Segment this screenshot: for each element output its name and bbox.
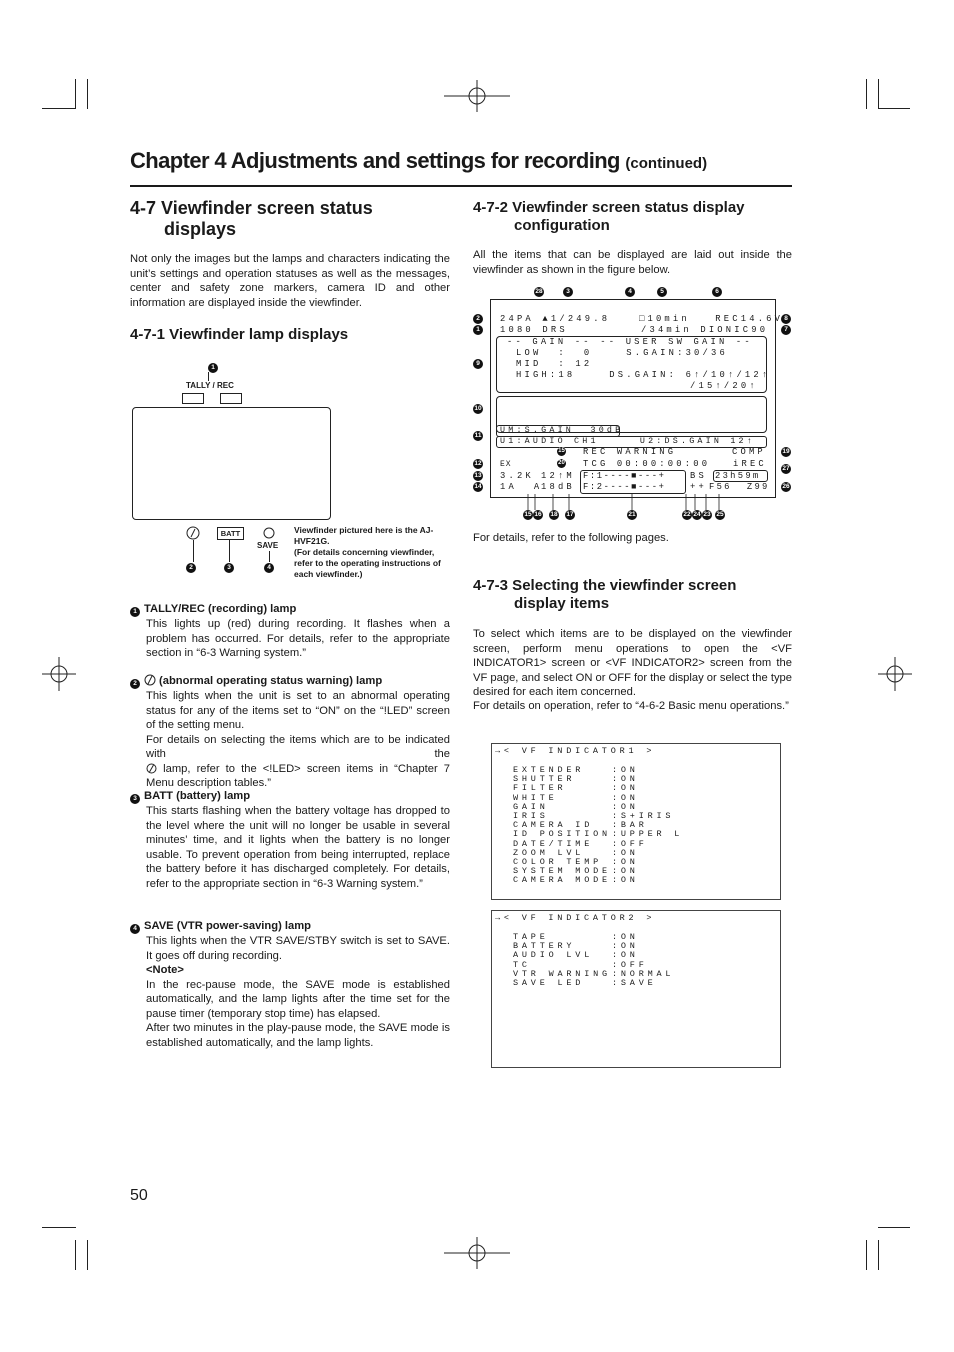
menu-item-label: VTR WARNING [513,968,611,979]
callout-14: 14 [474,483,482,490]
page-number: 50 [130,1187,148,1204]
menu-item-label: SYSTEM MODE [513,866,611,877]
menu-item-value: :ON [612,801,639,812]
menu-item-value: :UPPER L [612,829,684,840]
menu-item-label: TAPE [513,932,549,942]
lamp-item-warning: 2 (abnormal operating status warning) lamp This lights when the unit is set to an abnormal operating status for any of the items set to “ON” on the “!LED” screen of the setting menu. For details on selecting the items which are to be indicated with the lamp, refer to the <!LED> screen items in “Chapter 7 Menu description tables.” [130,674,450,791]
menu-item-value: :ON [612,866,639,877]
callout-25: 25 [716,511,724,518]
lamp-item-batt: 3 BATT (battery) lamp This starts flashing when the battery voltage has dropped to the level where the unit will no longer be usable in several minutes’ time, and it lights when the battery is no longer usable. To prevent operation from being interrupted, replace the battery before it has discharged completely. For details, refer to the appropriate section in “6-3 Warning system.” [130,789,450,891]
callout-4: 4 [264,563,274,573]
menu-item-value: :OFF [612,959,648,970]
warning-icon [144,674,156,686]
menu-item-label: DATE/TIME [513,838,594,849]
section-4-7-intro: Not only the images but the lamps and characters indicating the unit’s settings and operation statuses as well as the messages, center and safety zone markers, camera ID and other information are displayed inside the viewfinder. [130,253,450,309]
lamp-item-save: 4 SAVE (VTR power-saving) lamp This lights when the VTR SAVE/STBY switch is set to SAVE. It goes off during recording. <Note> In the rec-pause mode, the SAVE mode is established automatically, and the lamp lights after the time set for the pause timer (temporary stop time) has elapsed. After two minutes in the play-pause mode, the SAVE mode is established automatically, and the lamp lights. [130,919,450,1050]
section-4-7-3-body: To select which items are to be displayed on the viewfinder screen, perform menu operations to open the <VF INDICATOR1> screen or <VF INDICATOR2> screen from the VF page, and select ON or OFF for the display or select the type desired for each item concerned. [473,628,792,698]
vf-indicator2-menu [491,910,781,1068]
callout-7: 7 [781,325,791,335]
callout-12: 12 [474,460,482,467]
registration-mark-bottom [444,1237,510,1269]
menu-item-value: :ON [612,792,639,803]
callout-23: 23 [703,511,711,518]
section-4-7-2-footnote: For details, refer to the following pages. [473,532,669,544]
menu-item-value: :ON [612,774,639,785]
callout-18: 18 [550,511,558,518]
callout-16: 16 [534,511,542,518]
menu-row[interactable] [513,979,674,988]
section-4-7-3-body2: For details on operation, refer to “4-6-2 Basic menu operations.” [473,700,789,712]
callout-28: 28 [535,288,543,295]
callout-5: 5 [657,287,667,297]
section-4-7-2-intro: All the items that can be displayed are laid out inside the viewfinder as shown in the figure below. [473,249,792,276]
menu-item-label: CAMERA ID [513,820,594,831]
vf-tape-battery: □10min REC14.6V [639,314,784,324]
callout-1: 1 [208,363,218,373]
continued-label: (continued) [625,155,708,172]
callout-26: 26 [782,483,790,490]
callout-3: 3 [224,563,234,573]
menu-item-label: BATTERY [513,941,576,952]
callout-2-left: 2 [473,314,483,324]
menu-item-value: :ON [612,856,639,867]
callout-10: 10 [474,405,482,412]
callout-3-top: 3 [563,287,573,297]
section-4-7-title: 4-7 Viewfinder screen status displays [130,198,373,239]
menu-item-value: :ON [612,765,639,775]
callout-22: 22 [683,511,691,518]
callout-1-left: 1 [473,325,483,335]
callout-9: 9 [473,359,483,369]
vf-indicator2-title: →< VF INDICATOR2 > [495,913,656,923]
viewfinder-caption: Viewfinder pictured here is the AJ-HVF21G. (For details concerning viewfinder, refer to the operating instructions of each viewfinder.) [294,525,441,579]
vf-remaining: /34min DIONIC90 [641,325,769,335]
callout-13: 13 [474,472,482,479]
callout-4-top: 4 [625,287,635,297]
section-4-7-3-title: 4-7-3 Selecting the viewfinder screen display items [473,577,737,612]
registration-mark-top [444,80,510,112]
menu-item-value: :ON [612,847,639,858]
callout-6: 6 [712,287,722,297]
chapter-heading [130,148,707,174]
save-lamp-icon [263,527,275,539]
callout-21: 21 [628,511,636,518]
section-4-7-2-title: 4-7-2 Viewfinder screen status display configuration [473,199,745,234]
viewfinder-screen-outline [132,407,331,520]
warning-lamp-icon [186,526,200,540]
chapter-title: Chapter 4 Adjustments and settings for recording [130,148,620,173]
callout-15: 15 [558,448,565,454]
menu-item-label: WHITE [513,792,558,803]
menu-item-value: :OFF [612,838,648,849]
callout-8: 8 [781,314,791,324]
menu-item-label: COLOR TEMP [513,856,603,867]
callout-11: 11 [474,432,482,439]
callout-20: 20 [558,460,565,466]
menu-item-value: :S+IRIS [612,810,675,821]
menu-item-label: SAVE LED [513,977,585,988]
callout-15-bottom: 15 [524,511,532,518]
menu-item-label: CAMERA MODE [513,875,611,886]
tally-lamp-right [220,393,242,404]
registration-mark-left [42,657,76,691]
registration-mark-right [878,657,912,691]
callout-2: 2 [186,563,196,573]
menu-item-value: :ON [612,932,639,942]
menu-item-value: :ON [612,950,639,961]
section-4-7-1-title: 4-7-1 Viewfinder lamp displays [130,326,349,343]
vf-indicator1-title: →< VF INDICATOR1 > [495,746,656,756]
menu-item-value: :ON [612,783,639,794]
menu-item-label: IRIS [513,810,549,821]
warning-icon-inline [146,763,157,774]
menu-item-label: AUDIO LVL [513,950,594,961]
menu-item-label: FILTER [513,783,567,794]
menu-item-value: :NORMAL [612,968,675,979]
callout-17: 17 [566,511,574,518]
tally-lamp-left [182,393,204,404]
menu-item-label: ZOOM LVL [513,847,585,858]
callout-27: 27 [782,465,790,472]
menu-item-value: :ON [612,941,639,952]
menu-row[interactable] [513,876,683,885]
vf-frame-rate-shutter: 24PA ▲1/249.8 [500,314,611,324]
menu-row[interactable] [513,951,674,960]
menu-item-value: :ON [612,875,639,886]
header-rule [130,185,792,187]
callout-19: 19 [782,448,790,455]
batt-lamp: BATT [217,527,244,540]
menu-item-value: :SAVE [612,977,657,988]
menu-item-label: TC [513,959,531,970]
save-label: SAVE [257,541,279,550]
tally-rec-label: TALLY / REC [186,381,234,390]
vf-indicator1-menu [491,743,781,900]
menu-item-label: GAIN [513,801,549,812]
menu-item-value: :BAR [612,820,648,831]
callout-24: 24 [693,511,701,518]
lamp-item-tally-rec: 1 TALLY/REC (recording) lamp This lights up (red) during recording. It flashes when a problem has occurred. For details, refer to the appropriate section in “6-3 Warning system.” [130,602,450,661]
menu-item-label: SHUTTER [513,774,576,785]
menu-item-label: ID POSITION [513,829,611,840]
menu-item-label: EXTENDER [513,765,585,775]
vf-format: 1080 DRS [500,325,568,335]
